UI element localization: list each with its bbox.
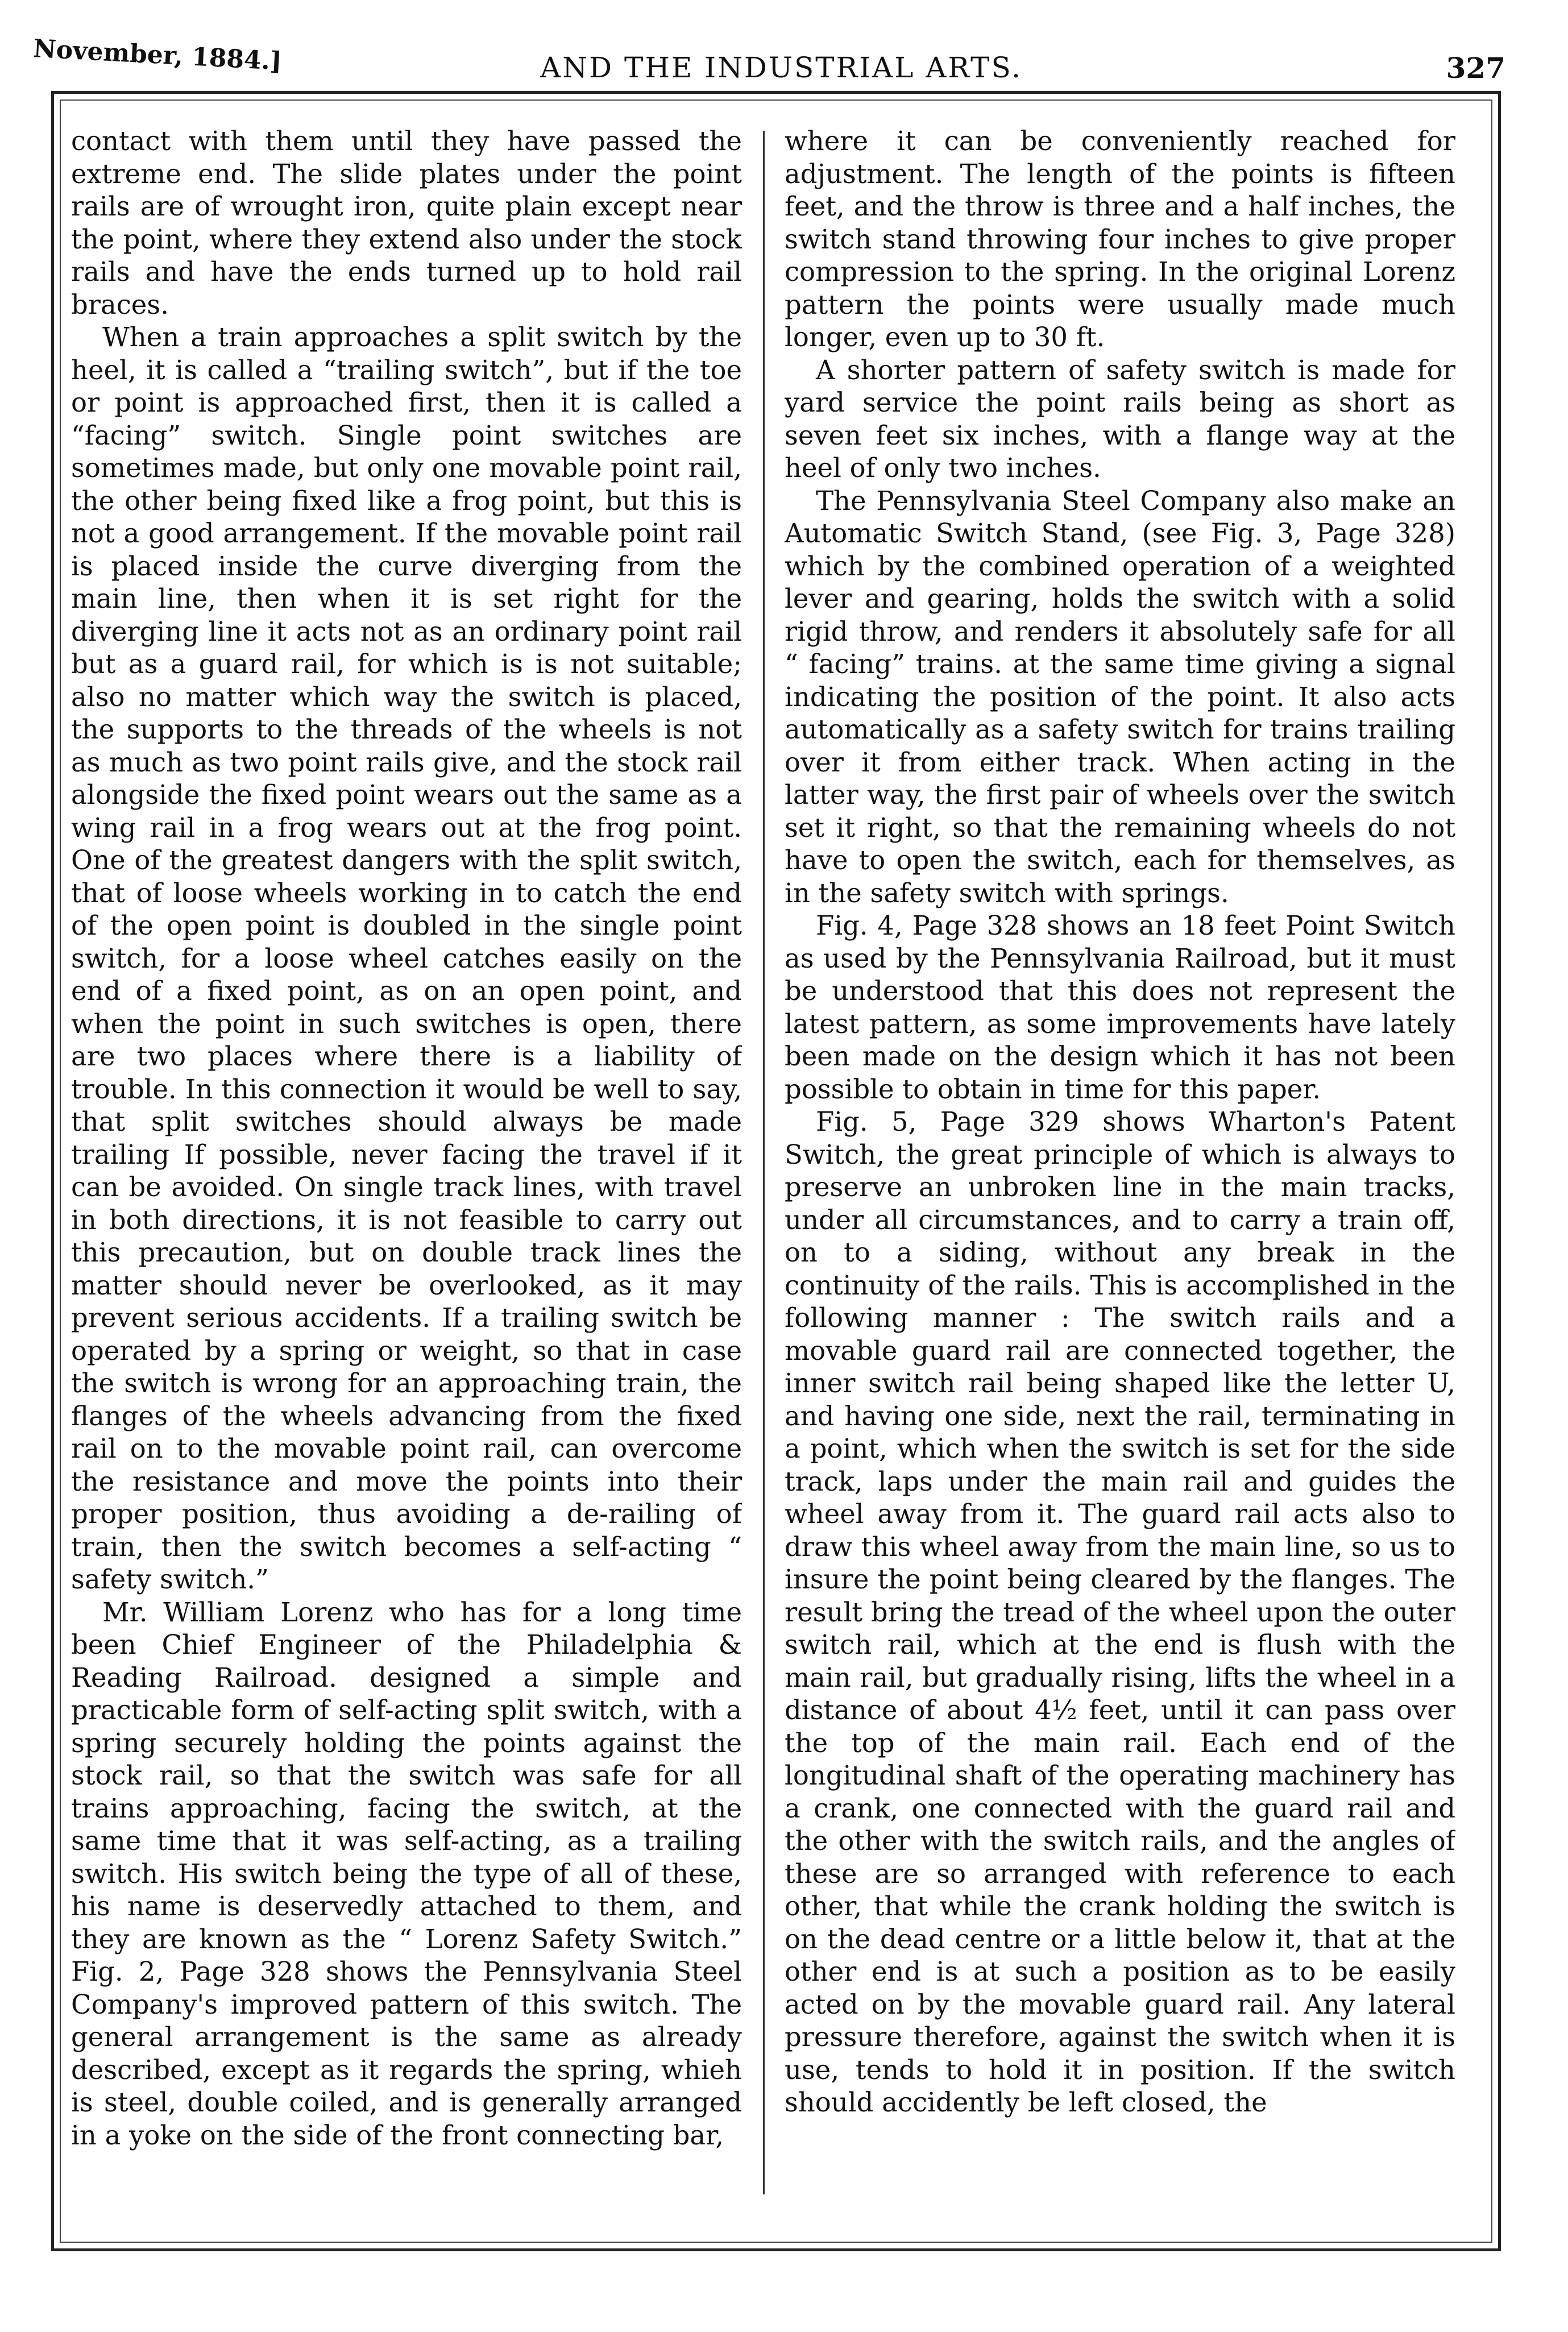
right-column: [785, 125, 1455, 2183]
paragraph: Fig. 5, Page 329 shows Wharton's Patent Switch, the great principle of which is always to preserve an unbroken line in the main tracks, under all circumstances, and to carry a train off, on to a siding, without any break in the continuity of the rails. This is accomplished in the following manner : The switch rails and a movable guard rail are connected together, the inner switch rail being shaped like the letter U, and having one side, next the rail, terminating in a point, which when the switch is set for the side track, laps under the main rail and guides the wheel away from it. The guard rail acts also to draw this wheel away from the main line, so us to insure the point being cleared by the flanges. The result bring the tread of the wheel upon the outer switch rail, which at the end is flush with the main rail, but gradually rising, lifts the wheel in a distance of about 4½ feet, until it can pass over the top of the main rail. Each end of the longitudinal shaft of the operating machinery has a crank, one connected with the guard rail and the other with the switch rails, and the angles of these are so arranged with reference to each other, that while the crank holding the switch is on the dead centre or a little below it, that at the other end is at such a position as to be easily acted on by the movable guard rail. Any lateral pressure therefore, against the switch when it is use, tends to hold it in position. If the switch should accidently be left closed, the: [785, 1106, 1455, 2118]
paragraph: where it can be conveniently reached for adjustment. The length of the points is fifteen feet, and the throw is three and a half inches, the switch stand throwing four inches to give proper compression to the spring. In the original Lorenz pattern the points were usually made much longer, even up to 30 ft.: [785, 126, 1455, 352]
paragraph: When a train approaches a split switch by the heel, it is called a “trailing switch”, but if the toe or point is approached first, then it is called a “facing” switch. Single point switches are sometimes made, but only one movable point rail, the other being fixed like a frog point, but this is not a good arrangement. If the movable point rail is placed inside the curve diverging from the main line, then when it is set right for the diverging line it acts not as an ordinary point rail but as a guard rail, for which is is not suitable; also no matter which way the switch is placed, the supports to the threads of the wheels is not as much as two point rails give, and the stock rail alongside the fixed point wears out the same as a wing rail in a frog wears out at the frog point. One of the greatest dangers with the split switch, that of loose wheels working in to catch the end of the open point is doubled in the single point switch, for a loose wheel catches easily on the end of a fixed point, as on an open point, and when the point in such switches is open, there are two places where there is a liability of trouble. In this connection it would be well to say, that split switches should always be made trailing If possible, never facing the travel if it can be avoided. On single track lines, with travel in both directions, it is not feasible to carry out this precaution, but on double track lines the matter should never be overlooked, as it may prevent serious accidents. If a trailing switch be operated by a spring or weight, so that in case the switch is wrong for an approaching train, the flanges of the wheels advancing from the fixed rail on to the movable point rail, can overcome the resistance and move the points into their proper position, thus avoiding a de-railing of train, then the switch becomes a self-acting “ safety switch.”: [71, 322, 742, 1595]
paragraph: The Pennsylvania Steel Company also make an Automatic Switch Stand, (see Fig. 3, Page 328) which by the combined operation of a weighted lever and gearing, holds the switch with a solid rigid throw, and renders it absolutely safe for all “ facing” trains. at the same time giving a signal indicating the position of the point. It also acts automatically as a safety switch for trains trailing over it from either track. When acting in the latter way, the first pair of wheels over the switch set it right, so that the remaining wheels do not have to open the switch, each for themselves, as in the safety switch with springs.: [785, 485, 1455, 908]
issue-date: November, 1884.]: [32, 34, 283, 76]
running-header: [32, 34, 1528, 85]
paragraph: A shorter pattern of safety switch is made for yard service the point rails being as short as seven feet six inches, with a flange way at the heel of only two inches.: [785, 354, 1455, 483]
running-title: AND THE INDUSTRIAL ARTS.: [540, 51, 1022, 84]
paragraph: Mr. William Lorenz who has for a long time been Chief Engineer of the Philadelphia & Reading Railroad. designed a simple and practicable form of self-acting split switch, with a spring securely holding the points against the stock rail, so that the switch was safe for all trains approaching, facing the switch, at the same time that it was self-acting, as a trailing switch. His switch being the type of all of these, his name is deservedly attached to them, and they are known as the “ Lorenz Safety Switch.” Fig. 2, Page 328 shows the Pennsylvania Steel Company's improved pattern of this switch. The general arrangement is the same as already described, except as it regards the spring, whieh is steel, double coiled, and is generally arranged in a yoke on the side of the front connecting bar,: [71, 1596, 742, 2151]
paragraph: Fig. 4, Page 328 shows an 18 feet Point Switch as used by the Pennsylvania Railroad, but it must be understood that this does not represent the latest pattern, as some improvements have lately been made on the design which it has not been possible to obtain in time for this paper.: [785, 910, 1455, 1105]
left-column: [71, 125, 742, 2183]
paragraph: contact with them until they have passed the extreme end. The slide plates under the point rails are of wrought iron, quite plain except near the point, where they extend also under the stock rails and have the ends turned up to hold rail braces.: [71, 126, 742, 320]
page-number: 327: [1446, 51, 1505, 85]
column-rule: [763, 131, 765, 2194]
